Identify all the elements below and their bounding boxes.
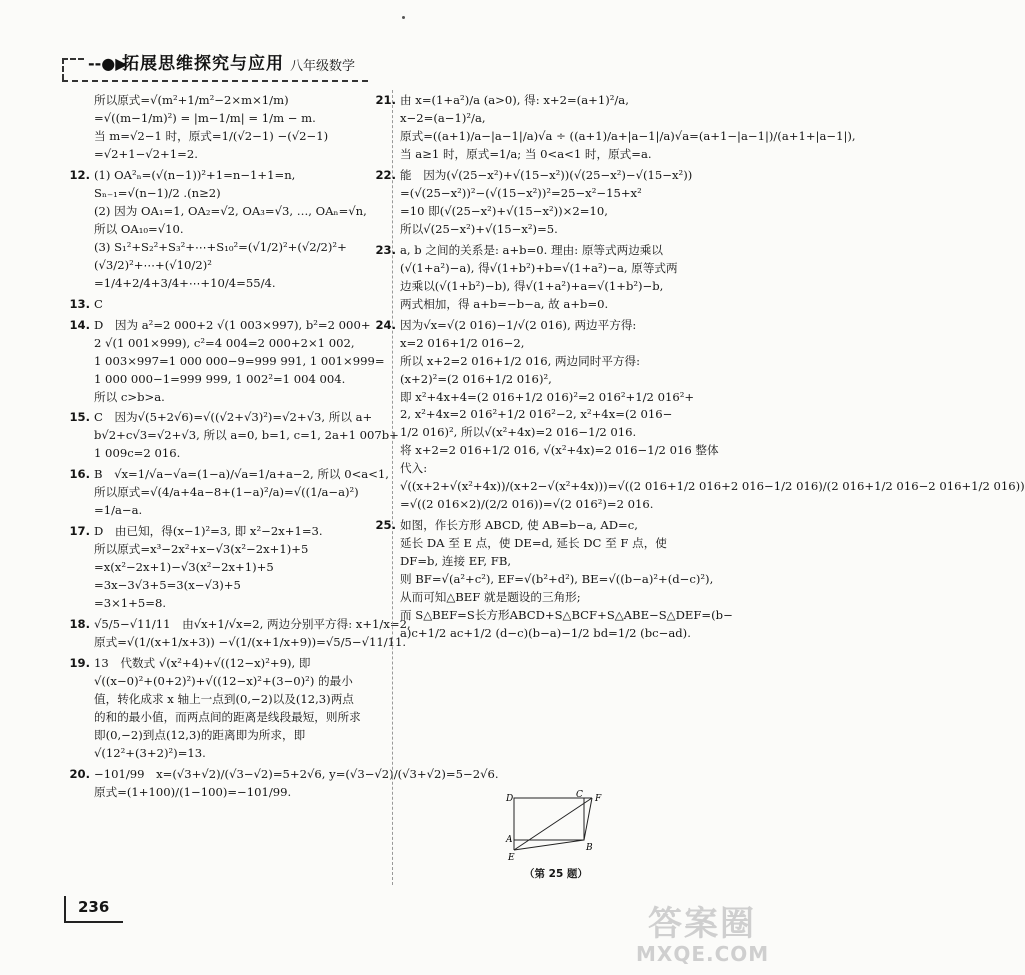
answer-line: 而 S△BEF=S长方形ABCD+S△BCF+S△ABE−S△DEF=(b−: [400, 608, 733, 623]
answer-line: =√((2 016×2)/(2/2 016))=√(2 016²)=2 016.: [400, 497, 654, 512]
answer-line: B √x=1/√a−√a=(1−a)/√a=1/a+a−2, 所以 0<a<1,: [94, 467, 389, 482]
grade-subject-label: 八年级数学: [290, 59, 356, 74]
answer-line: 值，转化成求 x 轴上一点到(0,−2)以及(12,3)两点: [94, 692, 354, 706]
answer-line: 则 BF=√(a²+c²), EF=√(b²+d²), BE=√((b−a)²+(d−c)²),: [400, 572, 714, 587]
answer-line: DF=b, 连接 EF, FB,: [400, 554, 512, 569]
answer-line: 即(0,−2)到点(12,3)的距离即为所求，即: [94, 727, 306, 742]
answer-line: 延长 DA 至 E 点，使 DE=d, 延长 DC 至 F 点，使: [400, 536, 667, 551]
answer-line: a, b 之间的关系是: a+b=0. 理由: 原等式两边乘以: [400, 242, 663, 257]
answer-line: D 由已知，得(x−1)²=3, 即 x²−2x+1=3.: [94, 524, 323, 539]
answer-line: 由 x=(1+a²)/a (a>0), 得: x+2=(a+1)²/a,: [400, 93, 629, 107]
answer-item: [375, 317, 1025, 515]
answer-line: 所以原式=√(4/a+4a−8+(1−a)²/a)=√((1/a−a)²): [94, 485, 359, 500]
answer-line: 所以√(25−x²)+√(15−x²)=5.: [400, 221, 558, 236]
question-number: 17.: [69, 524, 90, 539]
answer-line: b√2+c√3=√2+√3, 所以 a=0, b=1, c=1, 2a+1 007b+: [94, 428, 399, 443]
page-number: 236: [64, 896, 123, 923]
answer-line: (√(1+a²)−a), 得√(1+b²)+b=√(1+a²)−a, 原等式两: [400, 260, 678, 275]
figure-caption: （第 25 题）: [524, 868, 588, 880]
watermark: [636, 906, 768, 965]
answer-line: 1/2 016)², 所以√(x²+4x)=2 016−1/2 016.: [400, 425, 637, 440]
answer-line: 所以原式=√(m²+1/m²−2×m×1/m): [94, 93, 289, 107]
segment-ef: [514, 798, 592, 850]
answer-line: 的和的最小值，而两点间的距离是线段最短，则所求: [94, 709, 361, 724]
question-number: 25.: [375, 518, 396, 533]
question-number: 20.: [69, 766, 90, 781]
answer-line: 将 x+2=2 016+1/2 016, √(x²+4x)=2 016−1/2 016 整体: [400, 443, 719, 458]
point-f-label: F: [595, 794, 602, 804]
answer-line: =10 即(√(25−x²)+√(15−x²))×2=10,: [400, 203, 608, 218]
answer-line: −101/99 x=(√3+√2)/(√3−√2)=5+2√6, y=(√3−√2)/(√3+√2)=5−2√6.: [94, 766, 499, 781]
answer-item: [69, 523, 386, 613]
answer-line: 能 因为(√(25−x²)+√(15−x²))(√(25−x²)−√(15−x²)): [400, 167, 693, 182]
answer-line: =√((m−1/m)²) = |m−1/m| = 1/m − m.: [94, 110, 316, 125]
watermark-url: MXQE.COM: [636, 942, 770, 967]
answer-item: [69, 616, 411, 652]
answer-line: 边乘以(√(1+b²)−b), 得√(1+a²)+a=√(1+b²)−b,: [400, 278, 664, 293]
point-a-label: A: [506, 835, 513, 845]
answer-item: [375, 242, 690, 314]
answer-item: [375, 167, 693, 239]
answer-line: x=2 016+1/2 016−2,: [400, 335, 525, 350]
question-number: 22.: [375, 167, 396, 182]
answer-item: [94, 92, 386, 164]
point-d-label: D: [506, 794, 514, 804]
answer-line: (2) 因为 OA₁=1, OA₂=√2, OA₃=√3, …, OAₙ=√n,: [94, 203, 367, 218]
answer-line: √((x−0)²+(0+2)²)+√((12−x)²+(3−0)²) 的最小: [94, 674, 353, 689]
answer-line: =3×1+5=8.: [94, 596, 167, 611]
question-number: 12.: [69, 167, 90, 182]
answer-line: 代入:: [400, 461, 428, 476]
answer-line: =√2+1−√2+1=2.: [94, 146, 198, 161]
answer-line: =(√(25−x²))²−(√(15−x²))²=25−x²−15+x²: [400, 185, 642, 200]
answer-line: 原式=((a+1)/a−|a−1|/a)√a ÷ ((a+1)/a+|a−1|/a)√a=(a+1−|a−1|)/(a+1+|a−1|),: [400, 128, 856, 143]
answer-item: [69, 296, 386, 314]
answer-line: (1) OA²ₙ=(√(n−1))²+1=n−1+1=n,: [94, 167, 296, 182]
page-header: [62, 48, 368, 82]
answer-line: 1 009c=2 016.: [94, 446, 181, 461]
answer-item: [375, 517, 733, 643]
answer-line: 原式=√(1/(x+1/x+3)) −√(1/(x+1/x+9))=√5/5−√11/11.: [94, 635, 407, 650]
answer-line: 13 代数式 √(x²+4)+√((12−x)²+9), 即: [94, 656, 311, 671]
question-number: 23.: [375, 242, 396, 257]
point-c-label: C: [576, 790, 583, 800]
header-arrow-icon: --●▶: [88, 54, 128, 73]
question-number: 21.: [375, 93, 396, 107]
answer-line: a)c+1/2 ac+1/2 (d−c)(b−a)−1/2 bd=1/2 (bc−ad).: [400, 626, 691, 641]
answer-line: C 因为√(5+2√6)=√((√2+√3)²)=√2+√3, 所以 a+: [94, 410, 373, 425]
answer-item: [69, 409, 399, 463]
answer-line: √(12²+(3+2)²)=13.: [94, 745, 206, 760]
segment-fb: [584, 798, 592, 840]
answer-line: =3x−3√3+5=3(x−√3)+5: [94, 578, 241, 593]
point-b-label: B: [586, 843, 593, 853]
answer-line: C: [94, 296, 103, 311]
answer-item: [375, 92, 856, 164]
answer-line: 即 x²+4x+4=(2 016+1/2 016)²=2 016²+1/2 016²+: [400, 389, 695, 404]
answer-line: =1/a−a.: [94, 503, 143, 518]
answer-line: (√3/2)²+⋯+(√10/2)²: [94, 257, 212, 272]
answer-line: (x+2)²=(2 016+1/2 016)²,: [400, 371, 552, 386]
answer-line: =x(x²−2x+1)−√3(x²−2x+1)+5: [94, 560, 274, 575]
header-dash-border: [62, 58, 84, 80]
answer-line: 两式相加，得 a+b=−b−a, 故 a+b=0.: [400, 296, 609, 311]
question-number: 19.: [69, 656, 90, 671]
answer-line: 2, x²+4x=2 016²+1/2 016²−2, x²+4x=(2 016−: [400, 407, 673, 422]
answer-item: [69, 766, 499, 802]
book-series-title: 拓展思维探究与应用: [122, 54, 284, 74]
answer-item: [69, 167, 386, 293]
answer-item: [69, 655, 386, 763]
question-number: 13.: [69, 296, 90, 311]
answer-line: 原式=(1+100)/(1−100)=−101/99.: [94, 784, 292, 799]
scan-speck: [402, 16, 405, 19]
answer-line: 因为√x=√(2 016)−1/√(2 016), 两边平方得:: [400, 317, 637, 332]
answer-line: 2 √(1 001×999), c²=4 004=2 000+2×1 002,: [94, 335, 355, 350]
right-column: [375, 92, 1025, 902]
answer-item: [69, 317, 386, 407]
answer-line: D 因为 a²=2 000+2 √(1 003×997), b²=2 000+: [94, 317, 371, 332]
answer-line: 当 a≥1 时，原式=1/a; 当 0<a<1 时，原式=a.: [400, 146, 652, 161]
question-number: 14.: [69, 317, 90, 332]
answer-line: 所以 x+2=2 016+1/2 016, 两边同时平方得:: [400, 353, 641, 368]
answer-line: 所以 c>b>a.: [94, 389, 165, 404]
watermark-logo-text: 答案圈: [648, 904, 756, 944]
answer-line: 1 000 000−1=999 999, 1 002²=1 004 004.: [94, 371, 346, 386]
answer-line: 如图，作长方形 ABCD, 使 AB=b−a, AD=c,: [400, 518, 638, 533]
answer-line: (3) S₁²+S₂²+S₃²+⋯+S₁₀²=(√1/2)²+(√2/2)²+: [94, 239, 347, 254]
answer-line: x−2=(a−1)²/a,: [400, 110, 486, 125]
answer-item: [69, 466, 389, 520]
answer-line: √((x+2+√(x²+4x))/(x+2−√(x²+4x)))=√((2 016+1/2 016+2 016−1/2 016)/(2 016+1/2 016−2 016+1/2 016)): [400, 479, 1025, 494]
column-divider: [392, 90, 393, 885]
segment-eb: [514, 840, 584, 850]
question-number: 16.: [69, 467, 90, 482]
answer-line: Sₙ₋₁=√(n−1)/2 .(n≥2): [94, 185, 221, 200]
question-number: 24.: [375, 317, 396, 332]
point-e-label: E: [508, 853, 515, 863]
answer-line: √5/5−√11/11 由√x+1/√x=2, 两边分别平方得: x+1/x=2,: [94, 617, 411, 632]
question-number: 15.: [69, 410, 90, 425]
answer-line: =1/4+2/4+3/4+⋯+10/4=55/4.: [94, 275, 276, 290]
answer-line: 所以原式=x³−2x²+x−√3(x²−2x+1)+5: [94, 542, 309, 557]
rectangle-abcd: [514, 798, 584, 840]
answer-line: 所以 OA₁₀=√10.: [94, 221, 184, 236]
question-number: 18.: [69, 617, 90, 632]
answer-line: 当 m=√2−1 时，原式=1/(√2−1) −(√2−1): [94, 128, 329, 143]
answer-line: 从而可知△BEF 就是题设的三角形;: [400, 590, 581, 605]
answer-line: 1 003×997=1 000 000−9=999 991, 1 001×999=: [94, 353, 385, 368]
